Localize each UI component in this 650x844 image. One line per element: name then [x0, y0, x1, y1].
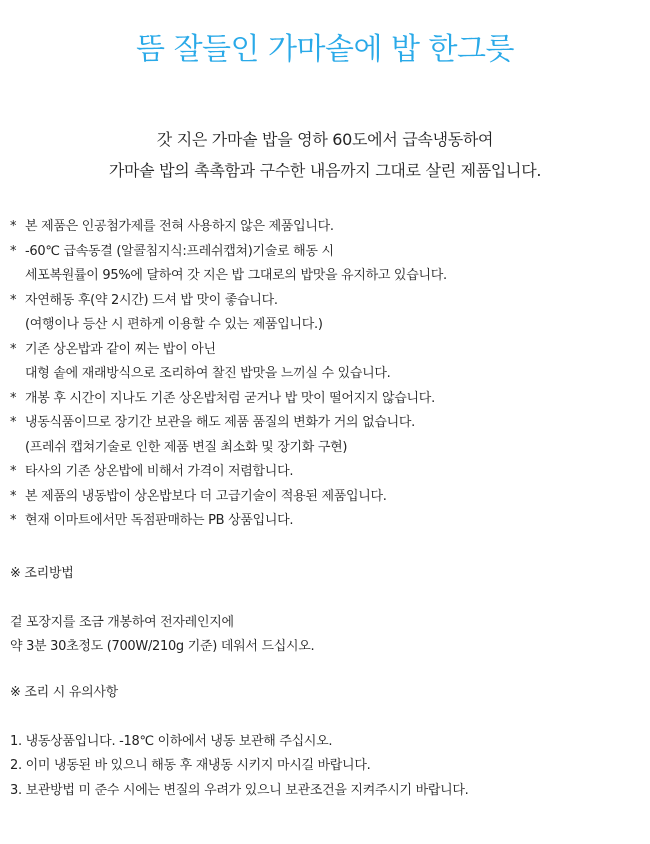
feature-subtext: (여행이나 등산 시 편하게 이용할 수 있는 제품입니다.) — [25, 317, 323, 332]
cooking-heading: ※ 조리방법 — [10, 566, 74, 581]
intro-text — [0, 124, 650, 186]
caution-item: 1. 냉동상품입니다. -18℃ 이하에서 냉동 보관해 주십시오. — [10, 733, 333, 749]
cooking-line: 약 3분 30초정도 (700W/210g 기준) 데워서 드십시오. — [10, 639, 315, 654]
bullet-mark: * — [10, 219, 17, 234]
caution-item: 2. 이미 냉동된 바 있으니 해동 후 재냉동 시키지 마시길 바랍니다. — [10, 758, 371, 773]
feature-text: 본 제품의 냉동밥이 상온밥보다 더 고급기술이 적용된 제품입니다. — [25, 488, 387, 504]
feature-text: 타사의 기존 상온밥에 비해서 가격이 저렴합니다. — [25, 464, 294, 479]
feature-item — [10, 460, 630, 485]
bullet-mark: * — [10, 243, 17, 259]
cooking-section — [10, 562, 630, 660]
feature-text: 현재 이마트에서만 독점판매하는 PB 상품입니다. — [25, 513, 294, 528]
feature-item — [10, 289, 630, 314]
feature-item — [10, 240, 630, 265]
bullet-mark: * — [10, 513, 17, 528]
caution-item: 3. 보관방법 미 준수 시에는 변질의 우려가 있으니 보관조건을 지켜주시기 바랍니다. — [10, 782, 469, 798]
feature-item — [10, 411, 630, 436]
bullet-mark: * — [10, 341, 17, 357]
cooking-line: 겉 포장지를 조금 개봉하여 전자레인지에 — [10, 614, 234, 630]
caution-heading: ※ 조리 시 유의사항 — [10, 685, 118, 700]
feature-subtext: (프레쉬 캡쳐기술로 인한 제품 변질 최소화 및 장기화 구현) — [25, 439, 348, 455]
bullet-mark: * — [10, 464, 17, 479]
feature-subtext: 세포복원률이 95%에 달하여 갓 지은 밥 그대로의 밥맛을 유지하고 있습니다. — [25, 268, 447, 283]
bullet-mark: * — [10, 488, 17, 504]
bullet-mark: * — [10, 415, 17, 430]
bullet-mark: * — [10, 292, 17, 308]
feature-text: -60℃ 급속동결 (알콜침지식:프레쉬캡쳐)기술로 해동 시 — [25, 243, 334, 259]
feature-item — [10, 509, 630, 534]
feature-item — [10, 338, 630, 363]
feature-text: 자연해동 후(약 2시간) 드셔 밥 맛이 좋습니다. — [25, 292, 278, 308]
intro-line: 갓 지은 가마솥 밥을 영하 60도에서 급속냉동하여 — [156, 130, 494, 149]
feature-item — [10, 215, 630, 240]
feature-text: 냉동식품이므로 장기간 보관을 해도 제품 품질의 변화가 거의 없습니다. — [25, 415, 415, 430]
intro-line: 가마솥 밥의 촉촉함과 구수한 내음까지 그대로 살린 제품입니다. — [108, 161, 542, 180]
feature-item — [10, 387, 630, 412]
caution-section — [10, 681, 630, 803]
feature-item — [10, 485, 630, 510]
bullet-mark: * — [10, 390, 17, 406]
feature-text: 본 제품은 인공첨가제를 전혀 사용하지 않은 제품입니다. — [25, 219, 334, 234]
feature-subtext: 대형 솥에 재래방식으로 조리하여 찰진 밥맛을 느끼실 수 있습니다. — [25, 366, 391, 381]
feature-text: 개봉 후 시간이 지나도 기존 상온밥처럼 굳거나 밥 맛이 떨어지지 않습니다. — [25, 390, 435, 406]
feature-text: 기존 상온밥과 같이 찌는 밥이 아닌 — [25, 341, 216, 357]
feature-list — [10, 215, 630, 534]
page-title: 뜸 잘들인 가마솥에 밥 한그릇 — [136, 32, 514, 67]
